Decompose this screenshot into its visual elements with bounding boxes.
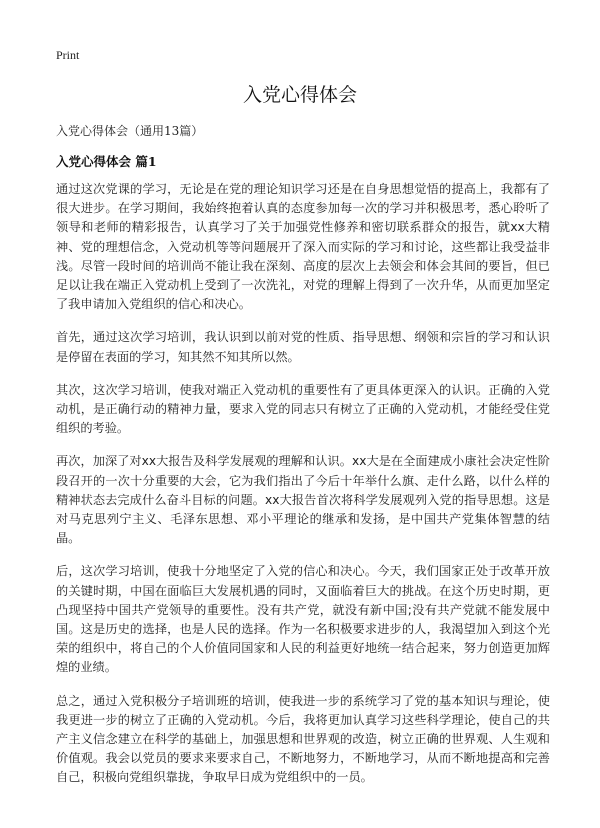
paragraph: 通过这次党课的学习，无论是在党的理论知识学习还是在自身思想觉悟的提高上，我都有了很大进步。在学习期间，我始终抱着认真的态度参加每一次的学习并积极思考，悉心聆听了领导和老师的精彩报告，认真学习了关于加强党性修养和密切联系群众的报告，就xx大精神、党的理想信念，入党动机等等问题展开了深入而实际的学习和讨论，这些都让我受益非浅。尽管一段时间的培训尚不能让我在深刻、高度的层次上去领会和体会其间的要旨，但已足以让我在端正入党动机上受到了一次洗礼，对党的理解上得到了一次升华，从而更加坚定了我申请加入党组织的信心和决心。 bbox=[56, 182, 550, 312]
paragraph: 后，这次学习培训，使我十分地坚定了入党的信心和决心。今天，我们国家正处于改革开放的关键时期，中国在面临巨大发展机遇的同时，又面临着巨大的挑战。在这个历史时期，更凸现坚持中国共产党领导的重要性。没有共产党，就没有新中国;没有共产党就不能发展中国。这是历史的选择，也是人民的选择。作为一名积极要求进步的人，我渴望加入到这个光荣的组织中，将自己的个人价值同国家和人民的利益更好地统一结合起来，努力创造更加辉煌的业绩。 bbox=[56, 564, 550, 675]
section-heading: 入党心得体会 篇1 bbox=[56, 154, 157, 169]
paragraph: 总之，通过入党积极分子培训班的培训，使我进一步的系统学习了党的基本知识与理论，使我更进一步的树立了正确的入党动机。今后，我将更加认真学习这些科学理论，使自己的共产主义信念建立在科学的基础上，加强思想和世界观的改造，树立正确的世界观、人生观和价值观。我会以党员的要求来要求自己，不断地努力，不断地学习，从而不断地提高和完善自己，积极向党组织靠拢，争取早日成为党组织中的一员。 bbox=[56, 693, 550, 785]
print-link[interactable]: Print bbox=[56, 48, 80, 62]
document-title: 入党心得体会 bbox=[242, 84, 357, 106]
document-subtitle: 入党心得体会（通用13篇） bbox=[56, 124, 204, 138]
document-body bbox=[56, 180, 550, 802]
paragraph: 再次，加深了对xx大报告及科学发展观的理解和认识。xx大是在全面建成小康社会决定性阶段召开的一次十分重要的大会，它为我们指出了今后十年举什么旗、走什么路，以什么样的精神状态去完成什么奋斗目标的问题。xx大报告首次将科学发展观列入党的指导思想。这是对马克思列宁主义、毛泽东思想、邓小平理论的继承和发扬，是中国共产党集体智慧的结晶。 bbox=[56, 454, 550, 546]
paragraph: 首先，通过这次学习培训，我认识到以前对党的性质、指导思想、纲领和宗旨的学习和认识是停留在表面的学习，知其然不知其所以然。 bbox=[56, 330, 550, 364]
paragraph: 其次，这次学习培训，使我对端正入党动机的重要性有了更具体更深入的认识。正确的入党动机，是正确行动的精神力量，要求入党的同志只有树立了正确的入党动机，才能经受住党组织的考验。 bbox=[56, 382, 550, 436]
